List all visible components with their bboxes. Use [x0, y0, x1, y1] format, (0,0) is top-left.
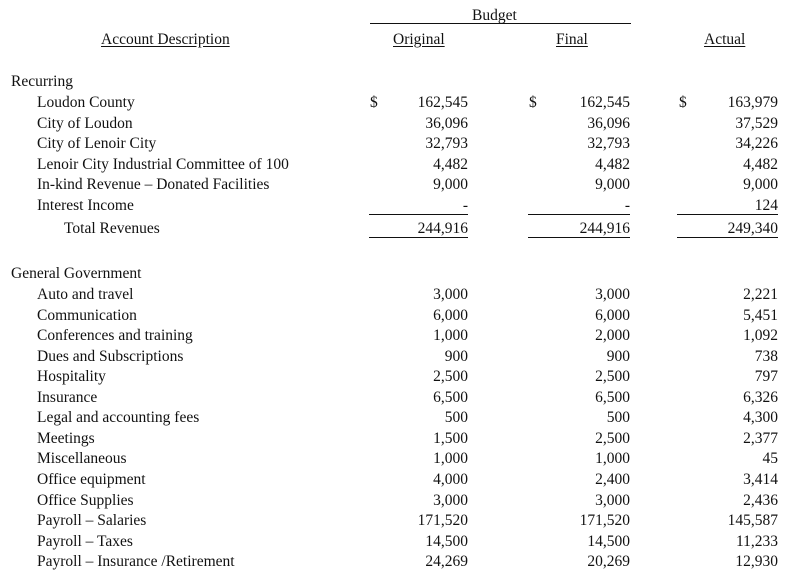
- line-item-final: 6,500: [595, 389, 630, 406]
- line-item-original: 1,000: [433, 450, 468, 467]
- line-item-final: 2,500: [595, 430, 630, 447]
- line-item-actual: 12,930: [735, 553, 778, 570]
- line-item-label: Payroll – Insurance /Retirement: [37, 553, 235, 570]
- original-column-header: Original: [393, 31, 445, 48]
- line-item-actual: 2,221: [743, 286, 778, 303]
- line-item-final: 900: [606, 348, 630, 365]
- line-item-final: 500: [606, 409, 630, 426]
- line-item-actual: 145,587: [727, 512, 778, 529]
- line-item-original: 32,793: [425, 135, 468, 152]
- line-item-final: 4,482: [595, 156, 630, 173]
- line-item-original: 1,500: [433, 430, 468, 447]
- total-revenues-label: Total Revenues: [64, 220, 160, 237]
- line-item-actual: 45: [762, 450, 778, 467]
- currency-symbol-original: $: [370, 94, 378, 111]
- recurring-subtotal-rule-actual: [677, 214, 778, 215]
- line-item-actual: 5,451: [743, 307, 778, 324]
- line-item-final: 14,500: [587, 533, 630, 550]
- line-item-label: City of Loudon: [37, 115, 133, 132]
- line-item-label: Communication: [37, 307, 137, 324]
- general-government-section-label: General Government: [11, 265, 142, 282]
- line-item-label: Interest Income: [37, 197, 134, 214]
- budget-header-rule: [370, 23, 631, 24]
- line-item-original: 24,269: [425, 553, 468, 570]
- line-item-original: 1,000: [433, 327, 468, 344]
- total-revenues-underline-original: [369, 237, 468, 238]
- line-item-label: City of Lenoir City: [37, 135, 157, 152]
- line-item-actual: 37,529: [735, 115, 778, 132]
- line-item-label: Dues and Subscriptions: [37, 348, 184, 365]
- line-item-actual: 797: [754, 368, 778, 385]
- line-item-label: Lenoir City Industrial Committee of 100: [37, 156, 289, 173]
- line-item-original: 4,482: [433, 156, 468, 173]
- recurring-subtotal-rule-final: [528, 214, 630, 215]
- line-item-final: -: [624, 197, 630, 214]
- actual-column-header: Actual: [704, 31, 746, 48]
- recurring-subtotal-rule-original: [369, 214, 468, 215]
- line-item-original: 2,500: [433, 368, 468, 385]
- line-item-label: Loudon County: [37, 94, 135, 111]
- total-revenues-underline-actual: [677, 237, 778, 238]
- line-item-original: -: [462, 197, 468, 214]
- line-item-actual: 4,482: [743, 156, 778, 173]
- line-item-final: 9,000: [595, 176, 630, 193]
- total-revenues-final: 244,916: [579, 220, 630, 237]
- line-item-final: 162,545: [579, 94, 630, 111]
- line-item-actual: 9,000: [743, 176, 778, 193]
- line-item-actual: 11,233: [735, 533, 778, 550]
- line-item-actual: 738: [754, 348, 778, 365]
- line-item-original: 900: [444, 348, 468, 365]
- line-item-final: 36,096: [587, 115, 630, 132]
- line-item-label: Payroll – Taxes: [37, 533, 133, 550]
- line-item-final: 2,400: [595, 471, 630, 488]
- line-item-final: 171,520: [579, 512, 630, 529]
- final-column-header: Final: [556, 31, 588, 48]
- currency-symbol-final: $: [529, 94, 537, 111]
- line-item-actual: 2,377: [743, 430, 778, 447]
- line-item-actual: 124: [754, 197, 778, 214]
- line-item-original: 9,000: [433, 176, 468, 193]
- line-item-original: 36,096: [425, 115, 468, 132]
- total-revenues-original: 244,916: [417, 220, 468, 237]
- line-item-original: 6,500: [433, 389, 468, 406]
- line-item-label: Meetings: [37, 430, 95, 447]
- line-item-final: 2,500: [595, 368, 630, 385]
- line-item-final: 6,000: [595, 307, 630, 324]
- line-item-label: Miscellaneous: [37, 450, 127, 467]
- account-description-header: Account Description: [101, 31, 230, 48]
- line-item-actual: 6,326: [743, 389, 778, 406]
- line-item-original: 162,545: [417, 94, 468, 111]
- line-item-actual: 2,436: [743, 492, 778, 509]
- line-item-original: 3,000: [433, 286, 468, 303]
- line-item-final: 1,000: [595, 450, 630, 467]
- line-item-label: In-kind Revenue – Donated Facilities: [37, 176, 270, 193]
- line-item-final: 3,000: [595, 492, 630, 509]
- line-item-original: 6,000: [433, 307, 468, 324]
- line-item-actual: 3,414: [743, 471, 778, 488]
- budget-header: Budget: [472, 7, 517, 24]
- recurring-section-label: Recurring: [11, 73, 73, 90]
- line-item-label: Legal and accounting fees: [37, 409, 200, 426]
- line-item-original: 14,500: [425, 533, 468, 550]
- line-item-original: 4,000: [433, 471, 468, 488]
- line-item-label: Auto and travel: [37, 286, 134, 303]
- line-item-actual: 163,979: [727, 94, 778, 111]
- line-item-final: 3,000: [595, 286, 630, 303]
- line-item-label: Payroll – Salaries: [37, 512, 147, 529]
- line-item-label: Insurance: [37, 389, 98, 406]
- line-item-label: Hospitality: [37, 368, 106, 385]
- line-item-label: Office equipment: [37, 471, 146, 488]
- currency-symbol-actual: $: [679, 94, 687, 111]
- line-item-actual: 4,300: [743, 409, 778, 426]
- line-item-original: 171,520: [417, 512, 468, 529]
- line-item-actual: 1,092: [743, 327, 778, 344]
- line-item-final: 20,269: [587, 553, 630, 570]
- line-item-final: 32,793: [587, 135, 630, 152]
- line-item-original: 3,000: [433, 492, 468, 509]
- line-item-actual: 34,226: [735, 135, 778, 152]
- total-revenues-actual: 249,340: [727, 220, 778, 237]
- total-revenues-underline-final: [528, 237, 630, 238]
- line-item-original: 500: [444, 409, 468, 426]
- line-item-final: 2,000: [595, 327, 630, 344]
- line-item-label: Conferences and training: [37, 327, 193, 344]
- line-item-label: Office Supplies: [37, 492, 134, 509]
